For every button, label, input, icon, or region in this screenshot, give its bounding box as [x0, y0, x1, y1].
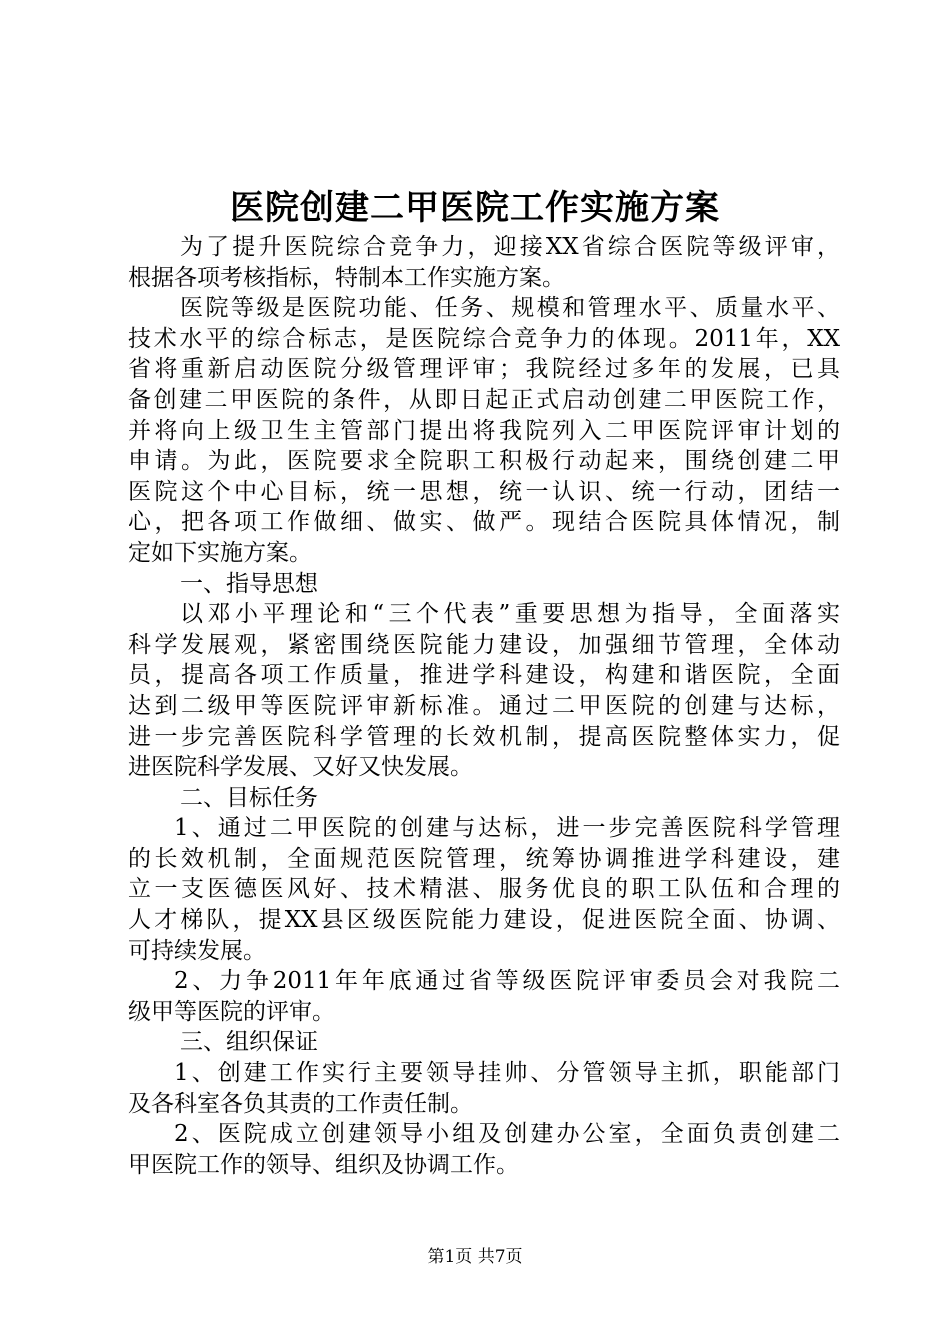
- paragraph-line: 人才梯队，提XX县区级医院能力建设，促进医院全面、协调、: [128, 907, 840, 934]
- document-body: [128, 232, 840, 1180]
- paragraph-line: 技术水平的综合标志，是医院综合竞争力的体现。2011年，XX: [128, 325, 840, 352]
- paragraph-line: 立一支医德医风好、技术精湛、服务优良的职工队伍和合理的: [128, 876, 840, 903]
- paragraph-line: 2、医院成立创建领导小组及创建办公室，全面负责创建二: [174, 1121, 840, 1148]
- paragraph-line: 及各科室各负其责的工作责任制。: [128, 1090, 473, 1117]
- paragraph-line: 并将向上级卫生主管部门提出将我院列入二甲医院评审计划的: [128, 417, 840, 444]
- page-number-footer: 第1页 共7页: [427, 1247, 523, 1267]
- paragraph-line: 为了提升医院综合竞争力，迎接XX省综合医院等级评审，: [180, 234, 840, 260]
- paragraph-line: 医院这个中心目标，统一思想，统一认识、统一行动，团结一: [128, 478, 840, 505]
- paragraph-line: 1、创建工作实行主要领导挂帅、分管领导主抓，职能部门: [174, 1060, 840, 1087]
- paragraph-line: 1、通过二甲医院的创建与达标，进一步完善医院科学管理: [174, 815, 840, 842]
- paragraph-line: 省将重新启动医院分级管理评审；我院经过多年的发展，已具: [128, 356, 840, 383]
- document-title: 医院创建二甲医院工作实施方案: [230, 188, 720, 228]
- paragraph-line: 级甲等医院的评审。: [128, 998, 335, 1025]
- section-heading: 一、指导思想: [180, 570, 318, 597]
- paragraph-line: 甲医院工作的领导、组织及协调工作。: [128, 1151, 519, 1178]
- section-heading: 二、目标任务: [180, 784, 318, 811]
- paragraph-line: 以邓小平理论和“三个代表”重要思想为指导，全面落实: [180, 601, 840, 628]
- paragraph-line: 可持续发展。: [128, 937, 266, 964]
- paragraph-line: 定如下实施方案。: [128, 539, 312, 566]
- paragraph-line: 2、力争2011年年底通过省等级医院评审委员会对我院二: [174, 968, 840, 995]
- paragraph-line: 科学发展观，紧密围绕医院能力建设，加强细节管理，全体动: [128, 631, 840, 658]
- paragraph-line: 进一步完善医院科学管理的长效机制，提高医院整体实力，促: [128, 723, 840, 750]
- paragraph-line: 的长效机制，全面规范医院管理，统筹协调推进学科建设，建: [128, 845, 840, 872]
- section-heading: 三、组织保证: [180, 1029, 318, 1056]
- paragraph-line: 申请。为此，医院要求全院职工积极行动起来，围绕创建二甲: [128, 448, 840, 475]
- paragraph-line: 医院等级是医院功能、任务、规模和管理水平、质量水平、: [180, 295, 840, 322]
- paragraph-line: 根据各项考核指标，特制本工作实施方案。: [128, 264, 565, 291]
- paragraph-line: 达到二级甲等医院评审新标准。通过二甲医院的创建与达标，: [128, 692, 840, 719]
- paragraph-line: 员，提高各项工作质量，推进学科建设，构建和谐医院，全面: [128, 662, 840, 689]
- paragraph-line: 心，把各项工作做细、做实、做严。现结合医院具体情况，制: [128, 509, 840, 536]
- paragraph-line: 进医院科学发展、又好又快发展。: [128, 754, 473, 781]
- paragraph-line: 备创建二甲医院的条件，从即日起正式启动创建二甲医院工作，: [128, 386, 840, 413]
